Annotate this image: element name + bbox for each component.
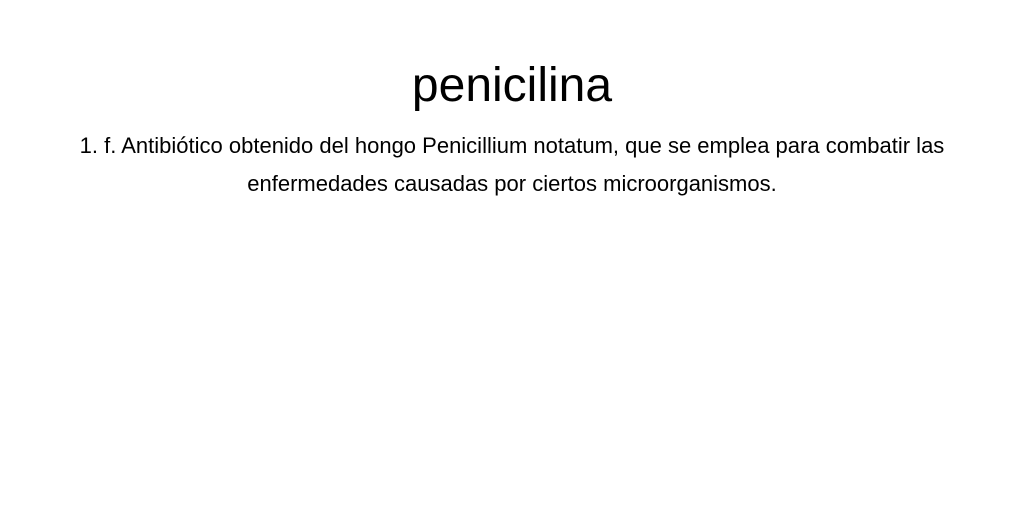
entry-definition: 1. f. Antibiótico obtenido del hongo Penicillium notatum, que se emplea para combatir las enfermedades causadas por ciertos microorganismos. xyxy=(79,133,945,196)
entry-headword: penicilina xyxy=(411,59,613,112)
